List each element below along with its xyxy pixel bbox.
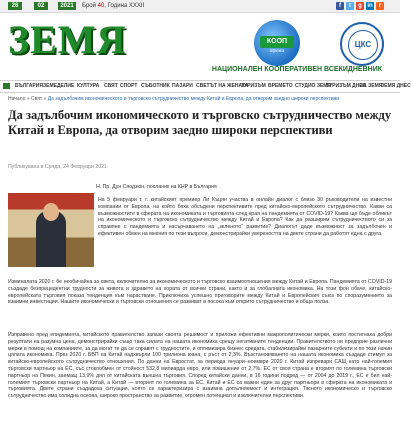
main-nav: [0, 80, 411, 93]
twitter-icon[interactable]: t: [346, 2, 354, 10]
nav-item-women[interactable]: СВЕТЪТ НА ЖЕНАТА: [196, 83, 249, 89]
breadcrumb: Начало » Свят » Да задълбочим икономическото и търговско сътрудничество между Китай и Европа, да отворим заедно широки перспективи: [8, 96, 339, 102]
person-head: [43, 203, 59, 221]
breadcrumb-home[interactable]: Начало: [8, 96, 26, 102]
nav-item-today[interactable]: ЗЕМЯ ДНЕС: [381, 83, 411, 89]
koop-badge-sub: Мрежа: [269, 48, 285, 53]
nav-item-about[interactable]: ЗА ЗЕМЯ: [360, 83, 383, 89]
koop-badge[interactable]: [254, 20, 300, 66]
nav-item-saturday[interactable]: СЪБОТНИК: [141, 83, 170, 89]
article-paragraph-1: На 5 февруари т. г. китайският премиер Ли Къцян участва в онлайн диалог с близо 30 ръководители на известни компании от Европа, на който бяха обсъдени перспективите пред китайско-европейското сътрудничество. Какви са възможностите в сферата на икономиката и търговията след края на пандемията от COVID-19? Каква ще бъде обликът на икономическото и търговско сътрудничество между Китай и Европа? Как да разширим сътрудничеството си за справяне с пандемията и насърчаването на „зеленото“ развитие? Диалогът даде възможност за задълбочен и ефективен обмен на мнения по тези въпроси, демонстрирайки увереността на двете страни да работят една с друга.: [98, 197, 392, 237]
nav-item-markets[interactable]: ПАЗАРИ: [172, 83, 193, 89]
nav-item-agriculture[interactable]: ЗЕМЕДЕЛИЕ: [43, 83, 75, 89]
issue-label: Брой: [82, 3, 96, 9]
nav-item-bulgaria[interactable]: БЪЛГАРИЯ: [15, 83, 43, 89]
nav-item-tourism[interactable]: ТУРИЗЪМ: [241, 83, 266, 89]
breadcrumb-current: Да задълбочим икономическото и търговско сътрудничество между Китай и Европа, да отворим заедно широки перспективи: [47, 96, 339, 102]
facebook-icon[interactable]: f: [336, 2, 344, 10]
nav-item-world[interactable]: СВЯТ: [104, 83, 118, 89]
top-bar: [0, 0, 400, 13]
issue-number: 40: [97, 3, 105, 9]
article-byline: Н. Пр. Дун Сяодзюн, посланик на КНР в България: [96, 184, 217, 190]
article-paragraph-3: Изправено пред епидемията, китайското правителство запази своята решимост и приложи ефективни макрополитически мерки, които постигнаха добри резултати на разумна цена, демонстрирайки също така силата на нашата икономика срещу негативните тенденции. Правителството ни предприе различни мерки в помощ на компаниите, за да могат те да се справят с трудностите, и оптимизира бизнес средата, стабилизирайки пазарните субекти и по този начин цялата икономика. През 2020 г. БВП на Китай надхвърли 100 трилиона юана, с ръст от 2,3%. Възстановяването на нашата икономика създаде стимул за китайско-европейското сътрудничество отношения. По данни на Евростат, за периода януари–ноември 2020 г. Китай изпревари САЩ като най-големия търговски партньор на ЕС, със стокообмен от стойност 532,8 милиарда евро, или повишение от 2,7%. ЕС от своя страна е вторият по големина търговски партньор на Пекин, заемащ 13,9% дял от китайската външна търговия. Според китайски данни, в 16 години подред — от 2004 до 2019 г., ЕС е бил най-големият търговски партньор на Китай, а Китай — вторият по големина за ЕС. Китай и ЕС са важни един за друг партньори в сферата на икономиката и търговията. Двете страни създадоха ситуация, която се характеризира с взаимна допълняемост и интеграция. Тясното икономическо и търговско сътрудничество има солидна основа, широко пространство за развитие, огромен потенциал и изключителни перспективи.: [8, 332, 392, 400]
nav-item-tourism-today[interactable]: ТУРИЗЪМ ДНЕС: [326, 83, 367, 89]
article-title: Да задълбочим икономическото и търговско сътрудничество между Китай и Европа, да отворим заедно широки перспективи: [8, 108, 392, 137]
published-date: Публикувана в Сряда, 24 Февруари 2021: [8, 164, 107, 170]
site-logo[interactable]: ЗЕМЯ: [8, 17, 127, 62]
ambassador-photo: [8, 193, 94, 267]
date-day: 26: [8, 2, 22, 10]
nav-item-culture[interactable]: КУЛТУРА: [77, 83, 100, 89]
date-month: 02: [34, 2, 48, 10]
cks-seal-label: ЦКС: [348, 30, 378, 60]
date-year: 2021: [58, 2, 76, 10]
cks-seal[interactable]: [340, 22, 384, 66]
nav-item-sport[interactable]: СПОРТ: [120, 83, 138, 89]
linkedin-icon[interactable]: in: [367, 3, 373, 9]
koop-badge-label: КООП: [260, 36, 294, 48]
breadcrumb-section[interactable]: Свят: [30, 96, 43, 102]
nav-item-studio[interactable]: СТУДИО ЗЕМЯ: [295, 83, 332, 89]
nav-item-weather[interactable]: ВРЕМЕТО: [268, 83, 293, 89]
issue-info: [82, 2, 144, 10]
article-paragraph-2: Изминалата 2020 г. бе необичайна за света, включително за икономическото и търговско взаимоотношения между Китай и Европа. Пандемията от COVID-19 създаде безпрецедентни трудности за живота и здравето на хората от всички страни, както и за глобалната икономика. На този фон обаче, китайско-европейската търговия показа тенденция към нарастване. Приключиха успешно преговорите между Китай и Европейския съюз по споразумението за взаимни инвестиции. Нашите икономически и търговски отношения се развиват в посока към открито сътрудничество и обща полза.: [8, 279, 392, 306]
rss-icon[interactable]: r: [376, 2, 384, 10]
site-slogan: НАЦИОНАЛЕН КООПЕРАТИВЕН ВСЕКИДНЕВНИК: [211, 66, 382, 73]
google-plus-icon[interactable]: g: [356, 2, 364, 10]
year-label: , Година XXXII: [104, 3, 145, 9]
home-icon[interactable]: [3, 83, 10, 89]
